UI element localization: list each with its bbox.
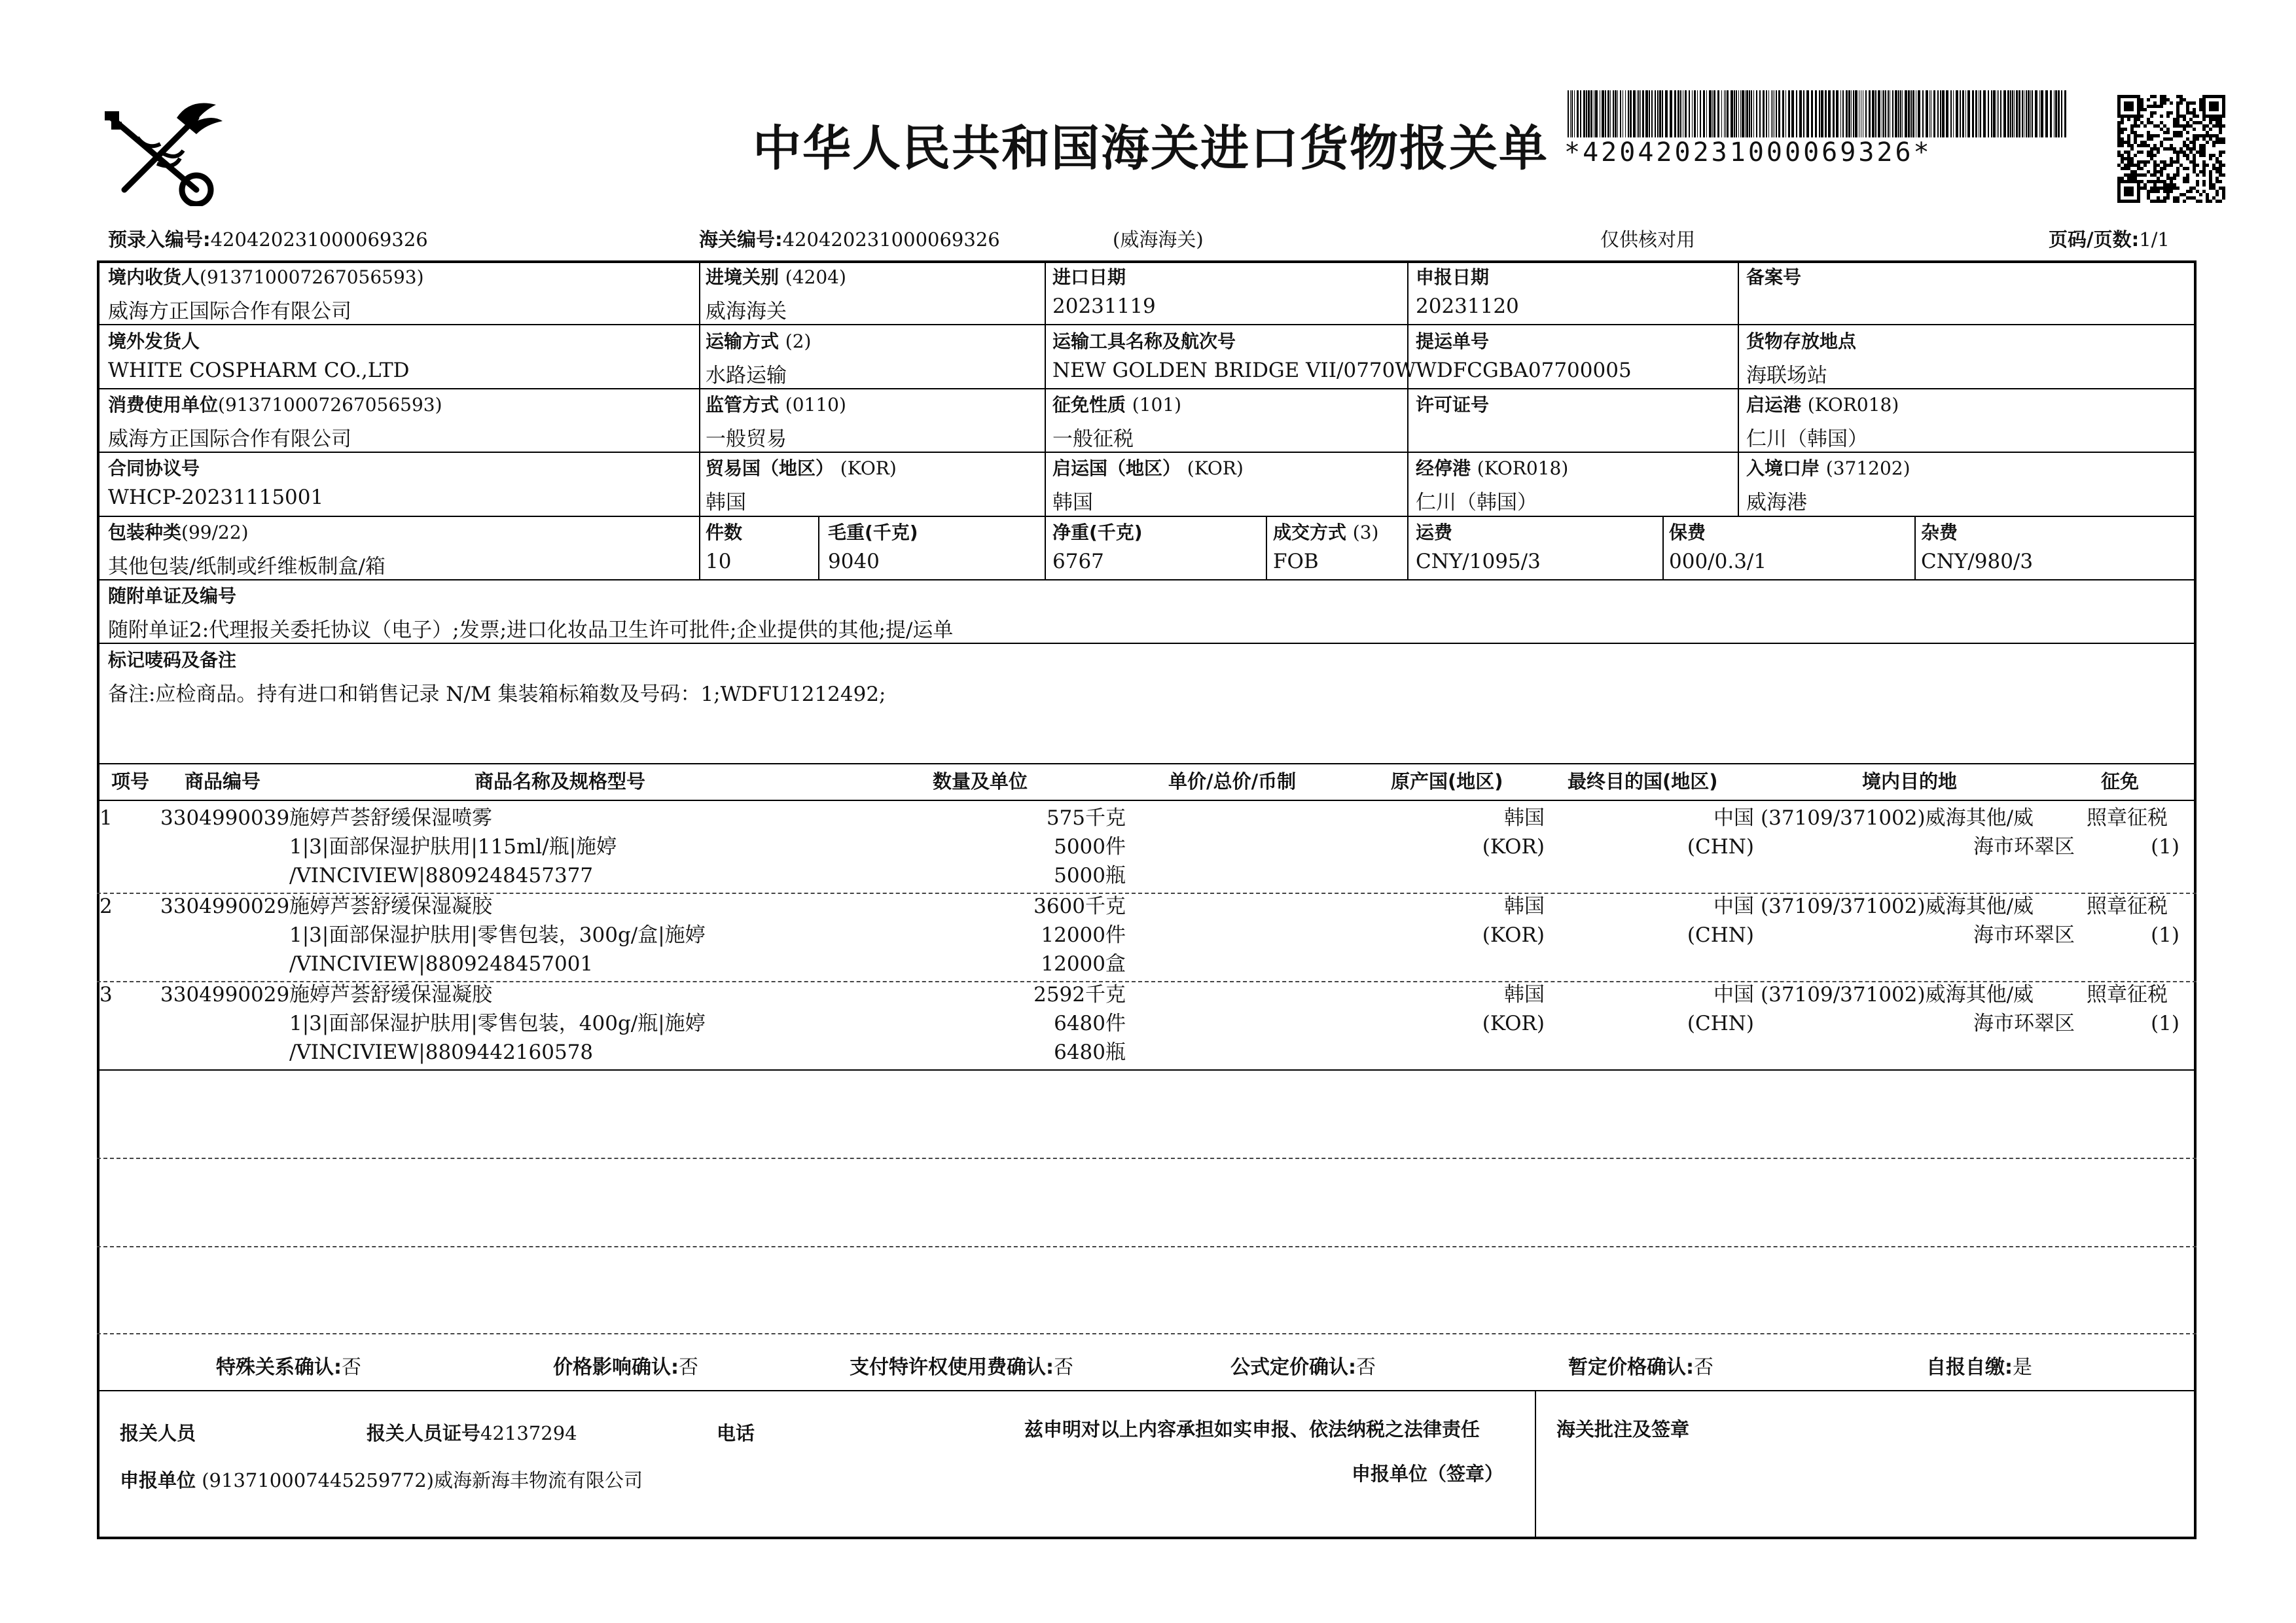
col-origin: 原产国(地区) [1391,770,1503,793]
transit-port-value: 仁川（韩国） [1416,491,1537,514]
entry-border-value: 威海港 [1746,491,1807,514]
item-spec-brand: /VINCIVIEW|8809442160578 [289,1041,594,1064]
item-no: 1 [99,806,113,830]
item-domestic-dest-2: 海市环翠区 [1973,835,2075,859]
customs-emblem-logo [98,92,229,206]
item-origin: 韩国 [1504,806,1545,830]
insurance-label: 保费 [1669,522,1706,543]
barcode-text: *420420231000069326* [1564,137,1932,168]
royalty-confirm: 支付特许权使用费确认:否 [850,1356,1073,1379]
documents-label: 随附单证及编号 [108,585,237,607]
insurance-value: 000/0.3/1 [1669,550,1767,573]
item-levy-code: (1) [2151,923,2179,947]
item-final-dest: 中国 [1713,806,1754,830]
item-levy: 照章征税 [2087,983,2168,1007]
declarant-cert: 报关人员证号42137294 [367,1422,577,1444]
item-name: 施婷芦荟舒缓保湿凝胶 [289,895,492,918]
user-unit-value: 威海方正国际合作有限公司 [108,427,351,451]
item-origin: 韩国 [1504,983,1545,1007]
declaring-unit: 申报单位 (913710007445259772)威海新海丰物流有限公司 [120,1469,643,1491]
customs-number-value: 420420231000069326 [782,228,1000,251]
item-qty-pcs: 5000件 [1054,835,1126,859]
item-final-dest: 中国 [1713,983,1754,1007]
pre-entry-label: 预录入编号: [108,228,211,251]
departure-country-value: 韩国 [1052,491,1093,514]
for-verification-note: 仅供核对用 [1600,228,1696,251]
deal-mode-label: 成交方式 (3) [1273,522,1379,543]
record-no-label: 备案号 [1746,266,1802,288]
item-qty-kg: 3600千克 [1033,895,1126,918]
item-name: 施婷芦荟舒缓保湿凝胶 [289,983,492,1007]
phone-label: 电话 [717,1422,755,1444]
special-relation-confirm: 特殊关系确认:否 [216,1356,361,1379]
col-price: 单价/总价/币制 [1168,770,1297,793]
item-spec: 1|3|面部保湿护肤用|零售包装，400g/瓶|施婷 [289,1012,706,1035]
gross-weight-label: 毛重(千克) [828,522,918,543]
declare-date-label: 申报日期 [1416,266,1490,288]
deal-mode-value: FOB [1273,550,1319,573]
col-final-dest: 最终目的国(地区) [1568,770,1718,793]
item-spec-brand: /VINCIVIEW|8809248457377 [289,864,594,887]
contract-label: 合同协议号 [108,457,200,479]
item-spec-brand: /VINCIVIEW|8809248457001 [289,952,594,976]
net-weight-value: 6767 [1052,550,1104,573]
bl-value: WDFCGBA07700005 [1416,359,1632,382]
legal-statement: 兹申明对以上内容承担如实申报、依法纳税之法律责任 [1024,1418,1480,1440]
entry-port-value: 威海海关 [706,300,787,323]
net-weight-label: 净重(千克) [1052,522,1143,543]
item-qty-unit: 5000瓶 [1054,864,1126,887]
misc-fee-label: 杂费 [1921,522,1958,543]
transport-mode-value: 水路运输 [706,364,787,387]
col-item-no: 项号 [111,770,150,793]
item-no: 3 [99,983,113,1007]
levy-nature-label: 征免性质 (101) [1052,394,1182,416]
document-title: 中华人民共和国海关进口货物报关单 [753,120,1549,177]
departure-port-value: 仁川（韩国） [1746,427,1868,451]
item-code: 3304990029 [160,895,290,918]
entry-border-label: 入境口岸 (371202) [1746,457,1910,479]
formula-price-confirm: 公式定价确认:否 [1230,1356,1376,1379]
pieces-value: 10 [706,550,732,573]
item-no: 2 [99,895,113,918]
item-final-dest-code: (CHN) [1687,923,1754,947]
item-levy: 照章征税 [2087,895,2168,918]
item-levy-code: (1) [2151,1012,2179,1035]
item-qty-pcs: 6480件 [1054,1012,1126,1035]
import-date-value: 20231119 [1052,294,1156,318]
departure-country-label: 启运国（地区） (KOR) [1052,457,1244,479]
page-value: 1/1 [2139,228,2170,251]
pre-entry-value: 420420231000069326 [210,228,428,251]
page-label: 页码/页数: [2049,228,2140,251]
misc-fee-value: CNY/980/3 [1921,550,2034,573]
item-code: 3304990029 [160,983,290,1007]
col-code: 商品编号 [185,770,261,793]
user-unit-label: 消费使用单位(913710007267056593) [108,394,442,416]
bl-label: 提运单号 [1416,330,1490,352]
qr-code-image [2117,95,2225,203]
shipper-value: WHITE COSPHARM CO.,LTD [108,359,410,382]
item-origin: 韩国 [1504,895,1545,918]
item-code: 3304990039 [160,806,290,830]
trade-country-value: 韩国 [706,491,746,514]
storage-label: 货物存放地点 [1746,330,1857,352]
declarant-label: 报关人员 [120,1422,196,1444]
pieces-label: 件数 [706,522,743,543]
item-levy-code: (1) [2151,835,2179,859]
col-domestic-dest: 境内目的地 [1862,770,1958,793]
self-pay-confirm: 自报自缴:是 [1926,1356,2032,1379]
marks-value: 备注:应检商品。持有进口和销售记录 N/M 集装箱标箱数及号码：1;WDFU1212492; [108,683,886,706]
item-final-dest: 中国 [1713,895,1754,918]
pre-entry-number [108,225,428,252]
trade-country-label: 贸易国（地区） (KOR) [706,457,897,479]
supervision-label: 监管方式 (0110) [706,394,846,416]
declare-date-value: 20231120 [1416,294,1519,318]
item-qty-pcs: 12000件 [1041,923,1126,947]
storage-value: 海联场站 [1746,364,1827,387]
item-domestic-dest: (37109/371002)威海其他/威 [1761,983,2034,1007]
item-qty-unit: 6480瓶 [1054,1041,1126,1064]
gross-weight-value: 9040 [828,550,880,573]
consignee-value: 威海方正国际合作有限公司 [108,300,351,323]
unit-seal-label: 申报单位（签章） [1352,1463,1504,1485]
provisional-price-confirm: 暂定价格确认:否 [1568,1356,1713,1379]
item-spec: 1|3|面部保湿护肤用|零售包装，300g/盒|施婷 [289,923,706,947]
item-qty-unit: 12000盒 [1041,952,1126,976]
item-name: 施婷芦荟舒缓保湿喷雾 [289,806,492,830]
package-type-value: 其他包装/纸制或纤维板制盒/箱 [108,555,386,579]
supervision-value: 一般贸易 [706,427,787,451]
import-date-label: 进口日期 [1052,266,1126,288]
marks-label: 标记唛码及备注 [108,649,237,671]
transit-port-label: 经停港 (KOR018) [1416,457,1569,479]
item-spec: 1|3|面部保湿护肤用|115ml/瓶|施婷 [289,835,617,859]
vessel-value: NEW GOLDEN BRIDGE VII/0770W [1052,359,1416,382]
item-domestic-dest: (37109/371002)威海其他/威 [1761,806,2034,830]
item-domestic-dest: (37109/371002)威海其他/威 [1761,895,2034,918]
freight-label: 运费 [1416,522,1453,543]
documents-value: 随附单证2:代理报关委托协议（电子）;发票;进口化妆品卫生许可批件;企业提供的其他;提/运单 [108,618,954,642]
item-origin-code: (KOR) [1482,1012,1545,1035]
customs-number [699,225,1000,252]
levy-nature-value: 一般征税 [1052,427,1134,451]
col-levy: 征免 [2101,770,2140,793]
item-qty-kg: 2592千克 [1033,983,1126,1007]
package-type-label: 包装种类(99/22) [108,522,249,543]
item-origin-code: (KOR) [1482,835,1545,859]
freight-value: CNY/1095/3 [1416,550,1541,573]
consignee-label: 境内收货人(913710007267056593) [108,266,424,288]
page-indicator [2049,225,2170,252]
transport-mode-label: 运输方式 (2) [706,330,812,352]
contract-value: WHCP-20231115001 [108,486,324,509]
vessel-label: 运输工具名称及航次号 [1052,330,1236,352]
entry-port-label: 进境关别 (4204) [706,266,846,288]
departure-port-label: 启运港 (KOR018) [1746,394,1899,416]
barcode-image [1568,90,2068,137]
item-final-dest-code: (CHN) [1687,835,1754,859]
item-domestic-dest-2: 海市环翠区 [1973,1012,2075,1035]
item-origin-code: (KOR) [1482,923,1545,947]
shipper-label: 境外发货人 [108,330,200,352]
license-label: 许可证号 [1416,394,1490,416]
price-impact-confirm: 价格影响确认:否 [553,1356,698,1379]
customs-office: (威海海关) [1113,228,1204,251]
col-name: 商品名称及规格型号 [475,770,646,793]
col-qty: 数量及单位 [933,770,1028,793]
item-domestic-dest-2: 海市环翠区 [1973,923,2075,947]
customs-number-label: 海关编号: [699,228,783,251]
item-final-dest-code: (CHN) [1687,1012,1754,1035]
item-qty-kg: 575千克 [1046,806,1126,830]
customs-note-label: 海关批注及签章 [1556,1418,1690,1440]
item-levy: 照章征税 [2087,806,2168,830]
